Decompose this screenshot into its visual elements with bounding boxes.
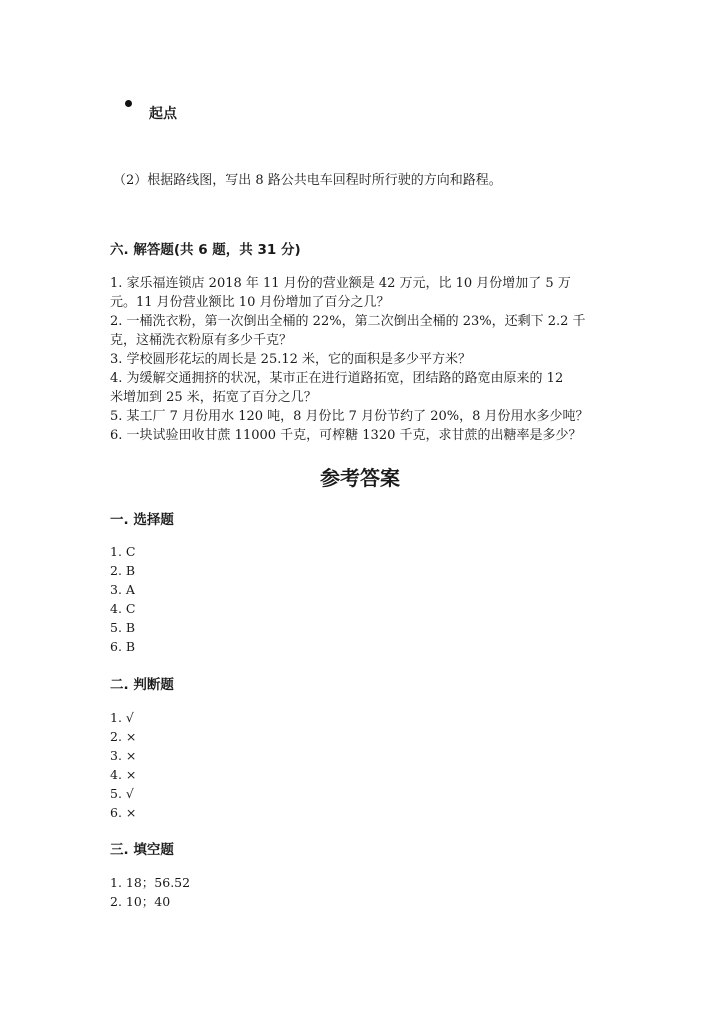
judge-answer-item: 2. ×	[110, 729, 137, 744]
choice-answer-item: 4. C	[110, 601, 136, 616]
problem-2-line-1: 2. 一桶洗衣粉，第一次倒出全桶的 22%，第二次倒出全桶的 23%，还剩下 2.2 千	[110, 314, 586, 329]
problem-5: 5. 某工厂 7 月份用水 120 吨，8 月份比 7 月份节约了 20%，8 月份用水多少吨？	[110, 409, 589, 424]
judge-answer-item: 1. √	[110, 710, 134, 725]
problem-4-line-2: 米增加到 25 米，拓宽了百分之几？	[110, 390, 317, 405]
choice-answer-item: 6. B	[110, 639, 136, 654]
answer-key-title: 参考答案	[320, 466, 400, 490]
problem-4-line-1: 4. 为缓解交通拥挤的状况，某市正在进行道路拓宽，团结路的路宽由原来的 12	[110, 371, 564, 386]
problem-3: 3. 学校圆形花坛的周长是 25.12 米，它的面积是多少平方米？	[110, 352, 472, 367]
choice-answer-item: 5. B	[110, 620, 136, 635]
start-point-dot	[125, 100, 132, 107]
fill-answer-list	[110, 873, 190, 911]
judge-section-heading: 二. 判断题	[110, 677, 174, 693]
choice-answer-item: 3. A	[110, 582, 135, 597]
section-6-heading: 六. 解答题(共 6 题，共 31 分)	[110, 242, 301, 258]
start-point-label: 起点	[149, 106, 177, 122]
choice-answer-list	[110, 542, 135, 656]
judge-answer-list	[110, 708, 136, 822]
choice-section-heading: 一. 选择题	[110, 512, 174, 528]
judge-answer-item: 3. ×	[110, 748, 137, 763]
judge-answer-item: 6. ×	[110, 805, 137, 820]
question-2-text: （2）根据路线图，写出 8 路公共电车回程时所行驶的方向和路程。	[113, 173, 502, 188]
problem-6: 6. 一块试验田收甘蔗 11000 千克，可榨糖 1320 千克，求甘蔗的出糖率是多少？	[110, 428, 582, 443]
fill-section-heading: 三. 填空题	[110, 842, 174, 858]
problem-1-line-2: 元。11 月份营业额比 10 月份增加了百分之几？	[110, 295, 390, 310]
judge-answer-item: 5. √	[110, 786, 134, 801]
choice-answer-item: 2. B	[110, 563, 136, 578]
fill-answer-item: 2. 10；40	[110, 894, 171, 909]
judge-answer-item: 4. ×	[110, 767, 137, 782]
choice-answer-item: 1. C	[110, 544, 136, 559]
fill-answer-item: 1. 18；56.52	[110, 875, 191, 890]
problem-2-line-2: 克，这桶洗衣粉原有多少千克？	[110, 333, 293, 348]
problem-1-line-1: 1. 家乐福连锁店 2018 年 11 月份的营业额是 42 万元，比 10 月份增加了 5 万	[110, 276, 571, 291]
